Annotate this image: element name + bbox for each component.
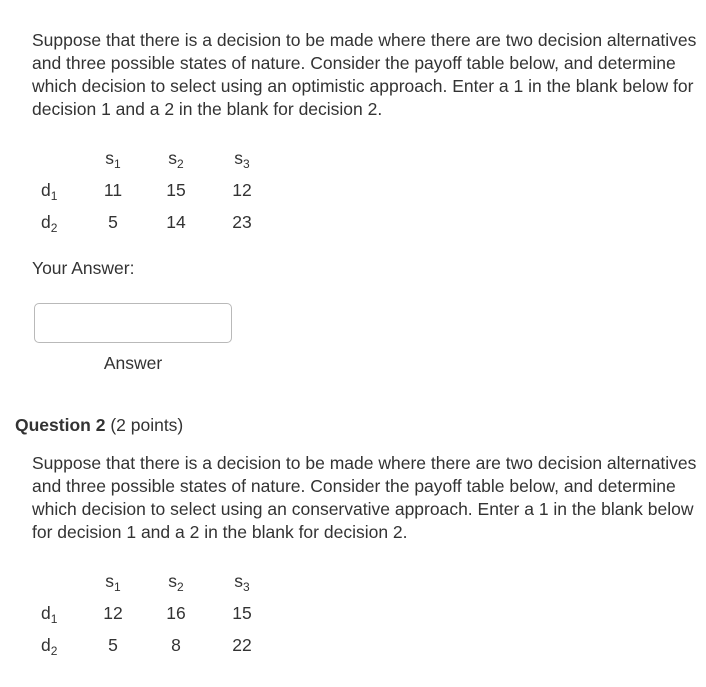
payoff-cell: 16 bbox=[166, 602, 186, 623]
state-header-s1 bbox=[83, 565, 143, 597]
state-subscript: 3 bbox=[243, 156, 250, 171]
payoff-cell: 22 bbox=[232, 634, 252, 655]
state-header-s3 bbox=[209, 565, 275, 597]
payoff-cell: 15 bbox=[166, 179, 186, 200]
state-symbol: s bbox=[234, 570, 244, 591]
decision-header-d2 bbox=[31, 206, 83, 238]
table-row bbox=[31, 174, 275, 206]
answer-caption: Answer bbox=[103, 353, 163, 373]
payoff-cell: 12 bbox=[103, 602, 123, 623]
decision-subscript: 2 bbox=[50, 643, 58, 658]
decision-subscript: 1 bbox=[50, 611, 58, 626]
question-1-prompt: Suppose that there is a decision to be made where there are two decision alternatives and three possible states of nature. Consider the payoff table below, and determine which decision to select using an optimistic approach. Enter a 1 in the blank below for decision 1 and a 2 in the blank for decision 2. bbox=[32, 30, 697, 119]
state-header-s1 bbox=[83, 142, 143, 174]
state-symbol: s bbox=[168, 147, 178, 168]
payoff-cell: 8 bbox=[171, 634, 181, 655]
question-2-title: Question 2 bbox=[15, 415, 106, 435]
decision-symbol: d bbox=[41, 602, 51, 623]
decision-subscript: 1 bbox=[50, 188, 58, 203]
state-symbol: s bbox=[105, 147, 115, 168]
table-row bbox=[31, 206, 275, 238]
question-1-payoff-table bbox=[31, 142, 275, 238]
table-row bbox=[31, 629, 275, 661]
payoff-cell: 15 bbox=[232, 602, 252, 623]
table-corner-cell bbox=[31, 565, 83, 597]
state-subscript: 1 bbox=[114, 579, 121, 594]
state-subscript: 2 bbox=[177, 579, 184, 594]
decision-subscript: 2 bbox=[50, 220, 58, 235]
state-subscript: 2 bbox=[177, 156, 184, 171]
table-corner-cell bbox=[31, 142, 83, 174]
table-header-row bbox=[31, 565, 275, 597]
state-header-s2 bbox=[143, 565, 209, 597]
payoff-cell: 11 bbox=[103, 179, 123, 200]
state-subscript: 3 bbox=[243, 579, 250, 594]
question-2-heading bbox=[15, 415, 183, 436]
decision-header-d1 bbox=[31, 174, 83, 206]
payoff-cell: 5 bbox=[108, 211, 118, 232]
decision-symbol: d bbox=[41, 211, 51, 232]
state-symbol: s bbox=[234, 147, 244, 168]
question-2-points: (2 points) bbox=[110, 415, 184, 435]
state-subscript: 1 bbox=[114, 156, 121, 171]
answer-input[interactable] bbox=[34, 303, 232, 343]
decision-symbol: d bbox=[41, 634, 51, 655]
state-header-s3 bbox=[209, 142, 275, 174]
payoff-cell: 14 bbox=[166, 211, 186, 232]
question-2-payoff-table bbox=[31, 565, 275, 661]
decision-header-d1 bbox=[31, 597, 83, 629]
table-header-row bbox=[31, 142, 275, 174]
decision-symbol: d bbox=[41, 179, 51, 200]
question-2-prompt: Suppose that there is a decision to be made where there are two decision alternatives and three possible states of nature. Consider the payoff table below, and determine which decision to select using an conservative approach. Enter a 1 in the blank below for decision 1 and a 2 in the blank for decision 2. bbox=[32, 453, 697, 542]
state-header-s2 bbox=[143, 142, 209, 174]
your-answer-label: Your Answer: bbox=[32, 258, 135, 278]
payoff-cell: 12 bbox=[232, 179, 252, 200]
table-row bbox=[31, 597, 275, 629]
payoff-cell: 5 bbox=[108, 634, 118, 655]
state-symbol: s bbox=[105, 570, 115, 591]
payoff-cell: 23 bbox=[232, 211, 252, 232]
decision-header-d2 bbox=[31, 629, 83, 661]
state-symbol: s bbox=[168, 570, 178, 591]
